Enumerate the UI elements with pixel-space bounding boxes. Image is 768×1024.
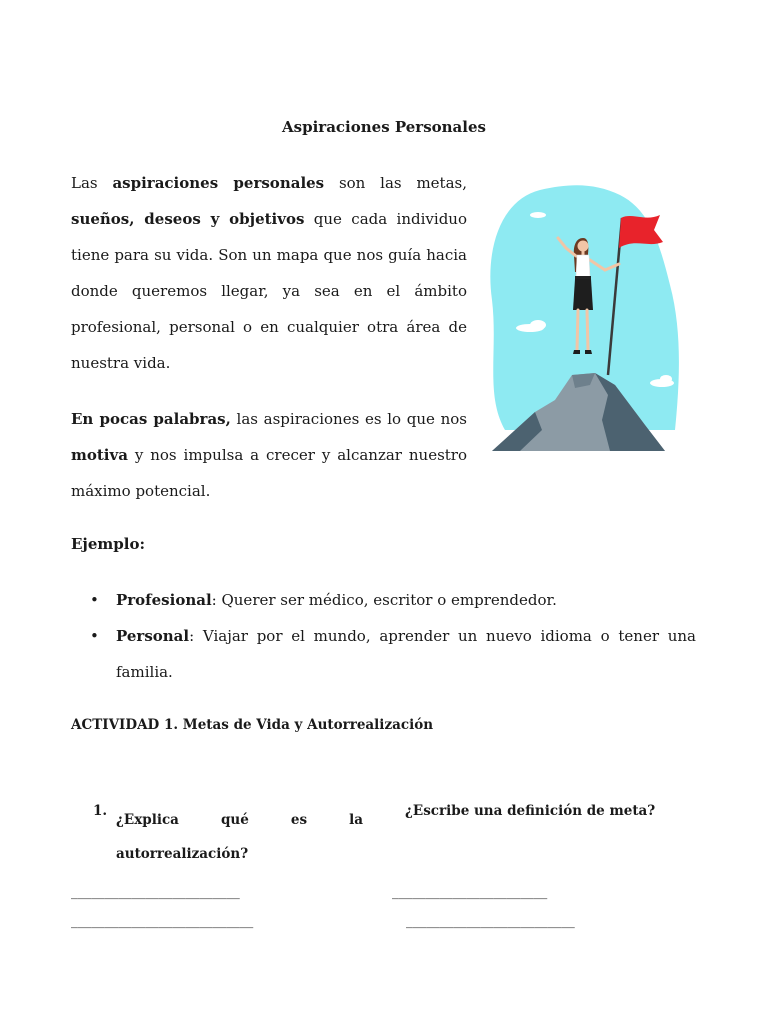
example-label: Personal [116, 627, 190, 645]
activity-title: ACTIVIDAD 1. Metas de Vida y Autorrealización [71, 717, 434, 733]
intro-bold-term: aspiraciones personales [112, 174, 325, 192]
question-number: 1. [93, 803, 108, 819]
example-text: : Viajar por el mundo, aprender un nuevo idioma o tener una familia. [116, 627, 696, 681]
intro-bold-term: sueños, deseos y objetivos [71, 210, 305, 228]
question-right: ¿Escribe una definición de meta? [405, 803, 656, 819]
answer-line[interactable]: _________________________ [71, 884, 240, 900]
woman-on-mountain-illustration [480, 180, 695, 455]
list-item [90, 582, 696, 618]
page-title: Aspiraciones Personales [282, 118, 486, 136]
summary-text: y nos impulsa a crecer y alcanzar nuestro máximo potencial. [71, 446, 467, 500]
bullet-icon: • [90, 627, 99, 645]
intro-paragraph [71, 165, 467, 381]
intro-text: que cada individuo tiene para su vida. Son un mapa que nos guía hacia donde queremos llegar, ya sea en el ámbito profesional, personal o en cualquier otra área de nuestra vida. [71, 210, 467, 372]
answer-line[interactable]: ___________________________ [71, 913, 254, 929]
summary-bold-term: motiva [71, 446, 128, 464]
example-label: Profesional [116, 591, 212, 609]
summary-bold-term: En pocas palabras, [71, 410, 231, 428]
question-left: ¿Explica qué es la autorrealización? [116, 812, 363, 862]
answer-line[interactable]: _______________________ [392, 884, 548, 900]
summary-text: las aspiraciones es lo que nos [230, 410, 467, 428]
example-heading: Ejemplo: [71, 535, 146, 553]
example-text: : Querer ser médico, escritor o emprendedor. [211, 591, 557, 609]
bullet-icon: • [90, 591, 99, 609]
summary-paragraph [71, 401, 467, 509]
answer-line[interactable]: _________________________ [406, 913, 575, 929]
intro-text: son las metas, [324, 174, 467, 192]
list-item [90, 618, 696, 690]
flag-icon [619, 215, 663, 248]
intro-text: Las [71, 174, 113, 192]
example-list [90, 582, 696, 690]
